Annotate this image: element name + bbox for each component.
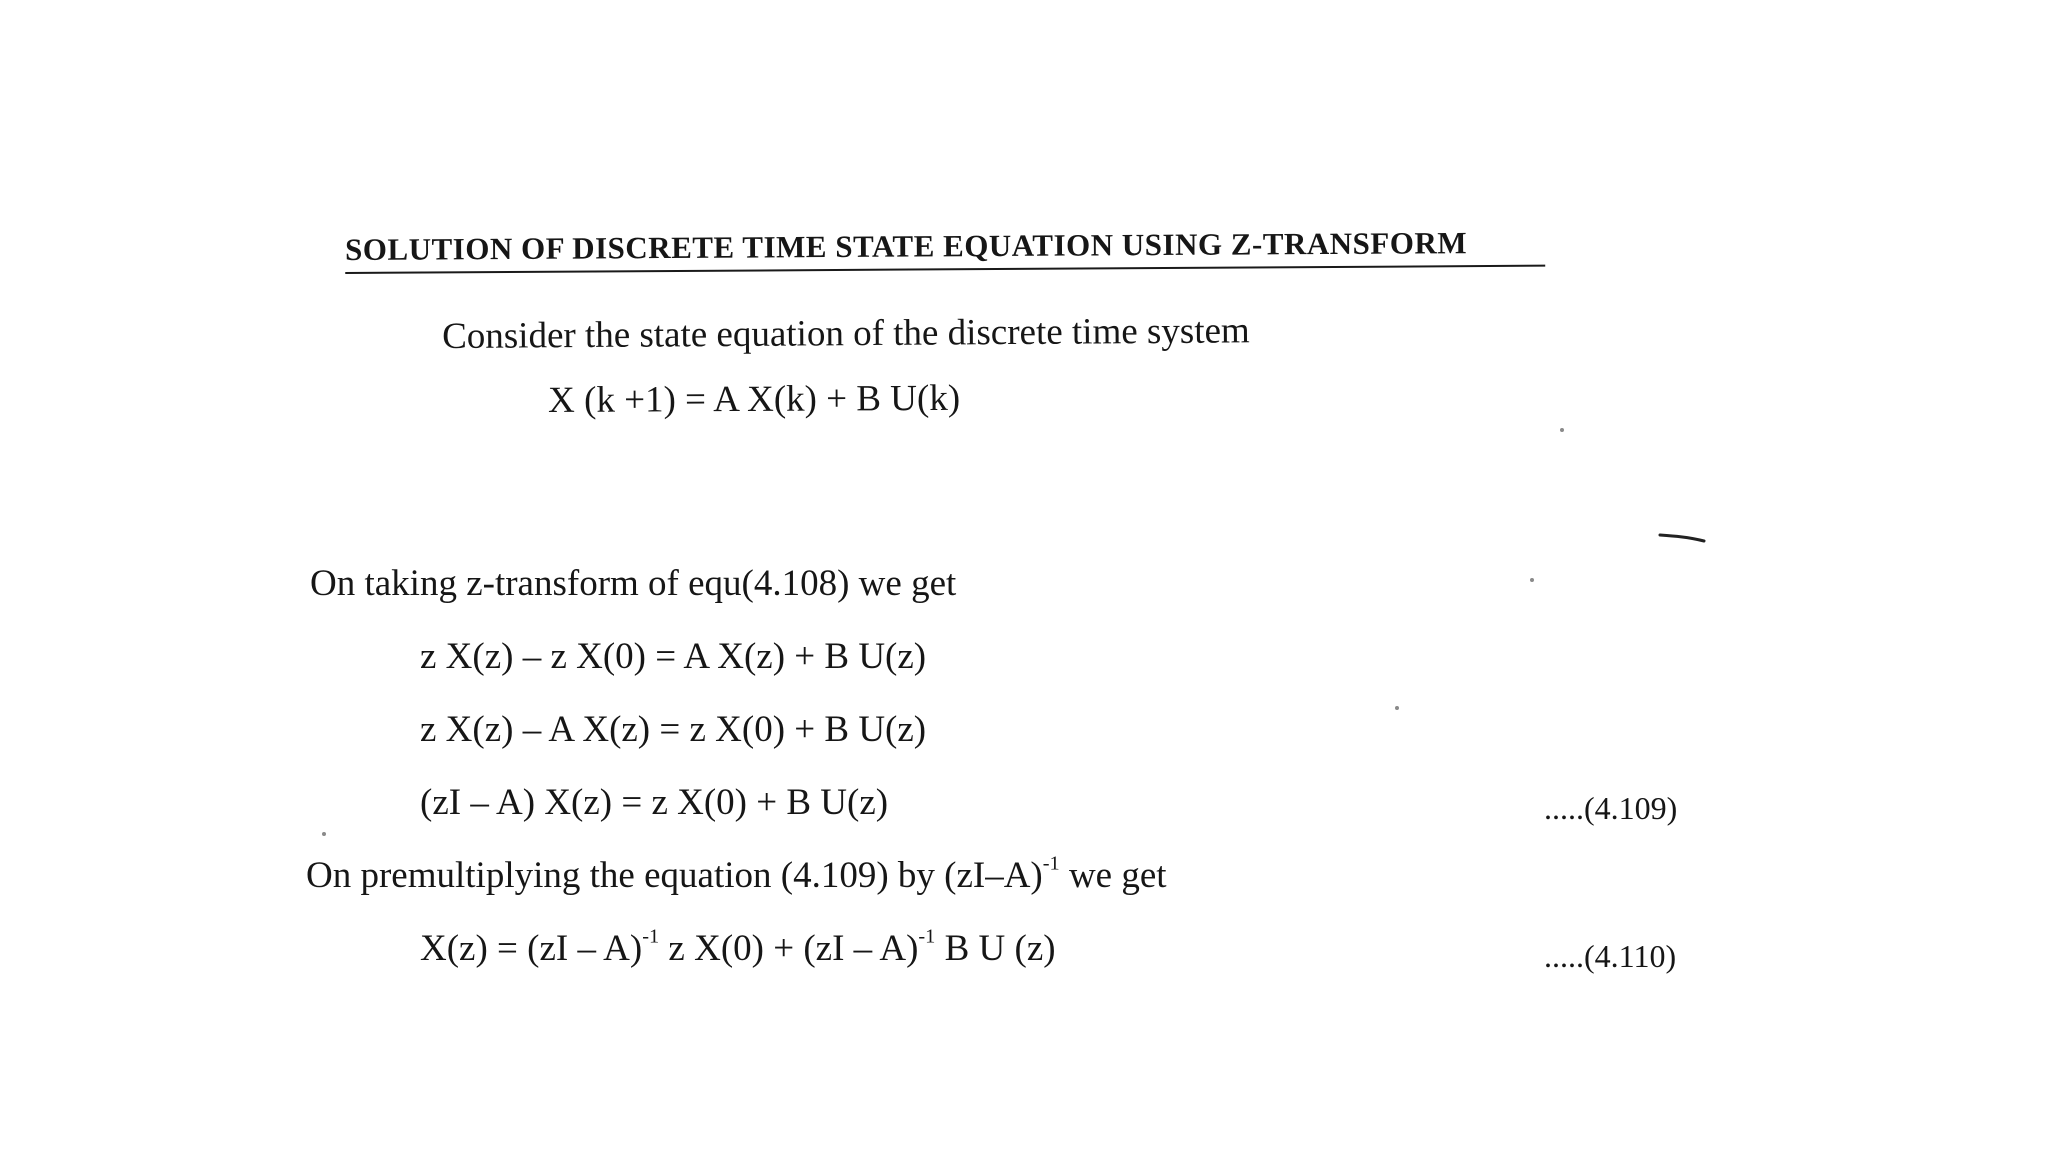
final-equation-sup-2: -1 [918,925,936,948]
scan-speck [1395,706,1399,710]
equation-ref-4-110: .....(4.110) [1544,938,1677,974]
paragraph-premultiply-text: On premultiplying the equation (4.109) by (zI–A) [306,855,1043,896]
section-heading: SOLUTION OF DISCRETE TIME STATE EQUATION USING Z-TRANSFORM [345,225,1545,274]
intro-text: Consider the state equation of the discrete time system [441,310,1250,357]
equation-ref-4-109: .....(4.109) [1544,790,1678,826]
inverse-superscript: -1 [1042,852,1060,875]
equation-line-2: z X(z) – A X(z) = z X(0) + B U(z) [420,709,927,750]
final-equation [420,925,1056,969]
final-equation-part-1: X(z) = (zI – A) [420,928,643,969]
final-equation-part-3: B U (z) [935,928,1056,969]
final-equation-part-2: z X(0) + (zI – A) [659,928,919,969]
paragraph-premultiply [306,852,1167,896]
equation-line-1: z X(z) – z X(0) = A X(z) + B U(z) [420,636,927,677]
scan-speck [1530,578,1534,582]
paragraph-premultiply-tail: we get [1059,855,1167,896]
paragraph-z-transform: On taking z-transform of equ(4.108) we get [310,563,957,604]
scan-speck [1560,428,1564,432]
pen-mark [1658,533,1706,543]
final-equation-sup-1: -1 [642,925,660,948]
state-equation: X (k +1) = A X(k) + B U(k) [547,377,961,421]
equation-line-3: (zI – A) X(z) = z X(0) + B U(z) [420,782,889,823]
scan-speck [322,832,326,836]
